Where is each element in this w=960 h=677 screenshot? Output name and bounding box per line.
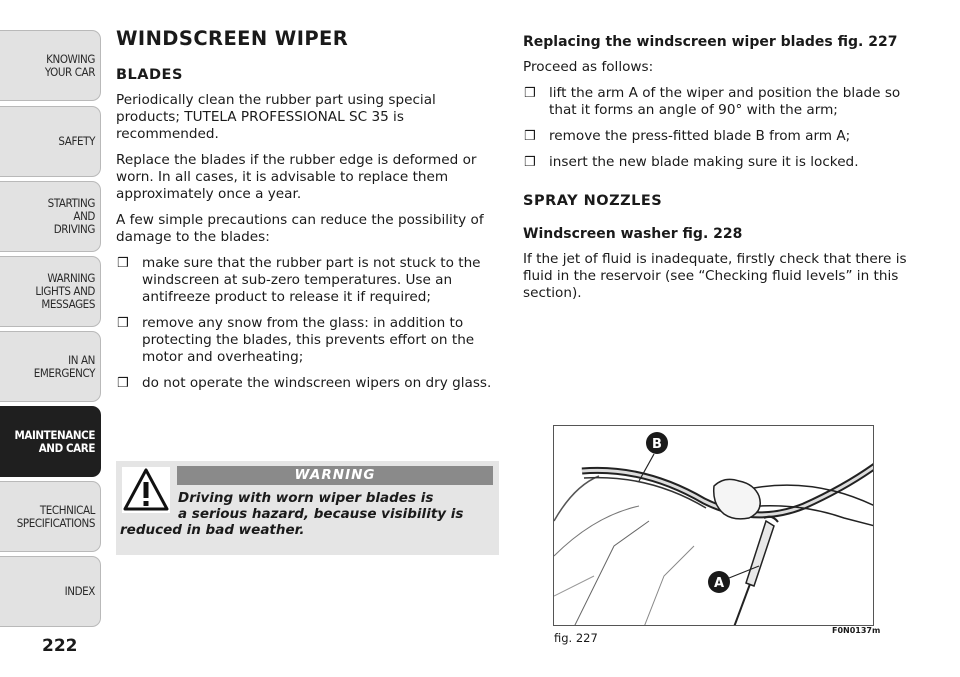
tab-maintenance-and-care[interactable]: MAINTENANCE AND CARE xyxy=(0,406,101,477)
list-item: ❒ do not operate the windscreen wipers on dry glass. xyxy=(116,375,500,392)
warning-text: Driving with worn wiper blades is a serious hazard, because visibility is reduced in bad weather. xyxy=(120,490,464,538)
paragraph: A few simple precautions can reduce the possibility of damage to the blades: xyxy=(116,212,484,245)
figure-code: F0N0137m xyxy=(832,626,881,635)
warning-header: WARNING xyxy=(177,466,493,485)
label-a: A xyxy=(713,576,725,591)
tab-warning-lights[interactable]: WARNING LIGHTS AND MESSAGES xyxy=(0,256,101,327)
list-item: ❒ make sure that the rubber part is not stuck to the windscreen at sub-zero temperatures. Use an antifreeze product to release it if required; xyxy=(116,255,500,306)
paragraph: Periodically clean the rubber part using special products; TUTELA PROFESSIONAL SC 35 is recommended. xyxy=(116,92,436,142)
tab-technical-specifications[interactable]: TECHNICAL SPECIFICATIONS xyxy=(0,481,101,552)
tab-knowing-your-car[interactable]: KNOWING YOUR CAR xyxy=(0,30,101,101)
section-title-spray-nozzles: SPRAY NOZZLES xyxy=(523,193,663,209)
section-title-blades: BLADES xyxy=(116,67,183,83)
subsection-title: Windscreen washer fig. 228 xyxy=(523,226,743,242)
page-title: WINDSCREEN WIPER xyxy=(116,27,349,50)
subsection-title: Replacing the windscreen wiper blades fig. 227 xyxy=(523,34,898,50)
figure-caption: fig. 227 xyxy=(554,631,598,645)
right-column xyxy=(523,34,913,311)
list-item: ❒ remove the press-fitted blade B from arm A; xyxy=(523,128,913,145)
page-number: 222 xyxy=(42,636,78,656)
label-b: B xyxy=(652,437,662,452)
list-item: ❒ remove any snow from the glass: in addition to protecting the blades, this prevents effort on the motor and overheating; xyxy=(116,315,500,366)
tab-starting-and-driving[interactable]: STARTING AND DRIVING xyxy=(0,181,101,252)
list-item: ❒ lift the arm A of the wiper and position the blade so that it forms an angle of 90° with the arm; xyxy=(523,85,913,119)
paragraph: Replace the blades if the rubber edge is deformed or worn. In all cases, it is advisable to replace them approximately once a year. xyxy=(116,152,477,202)
wiper-illustration xyxy=(553,425,874,626)
paragraph: If the jet of fluid is inadequate, firstly check that there is fluid in the reservoir (see “Checking fluid levels” in this section). xyxy=(523,251,907,301)
left-column xyxy=(116,27,500,401)
tab-in-an-emergency[interactable]: IN AN EMERGENCY xyxy=(0,331,101,402)
tab-safety[interactable]: SAFETY xyxy=(0,106,101,177)
tab-index[interactable]: INDEX xyxy=(0,556,101,627)
warning-box xyxy=(116,461,499,555)
paragraph: Proceed as follows: xyxy=(523,59,654,75)
list-item: ❒ insert the new blade making sure it is locked. xyxy=(523,154,913,171)
